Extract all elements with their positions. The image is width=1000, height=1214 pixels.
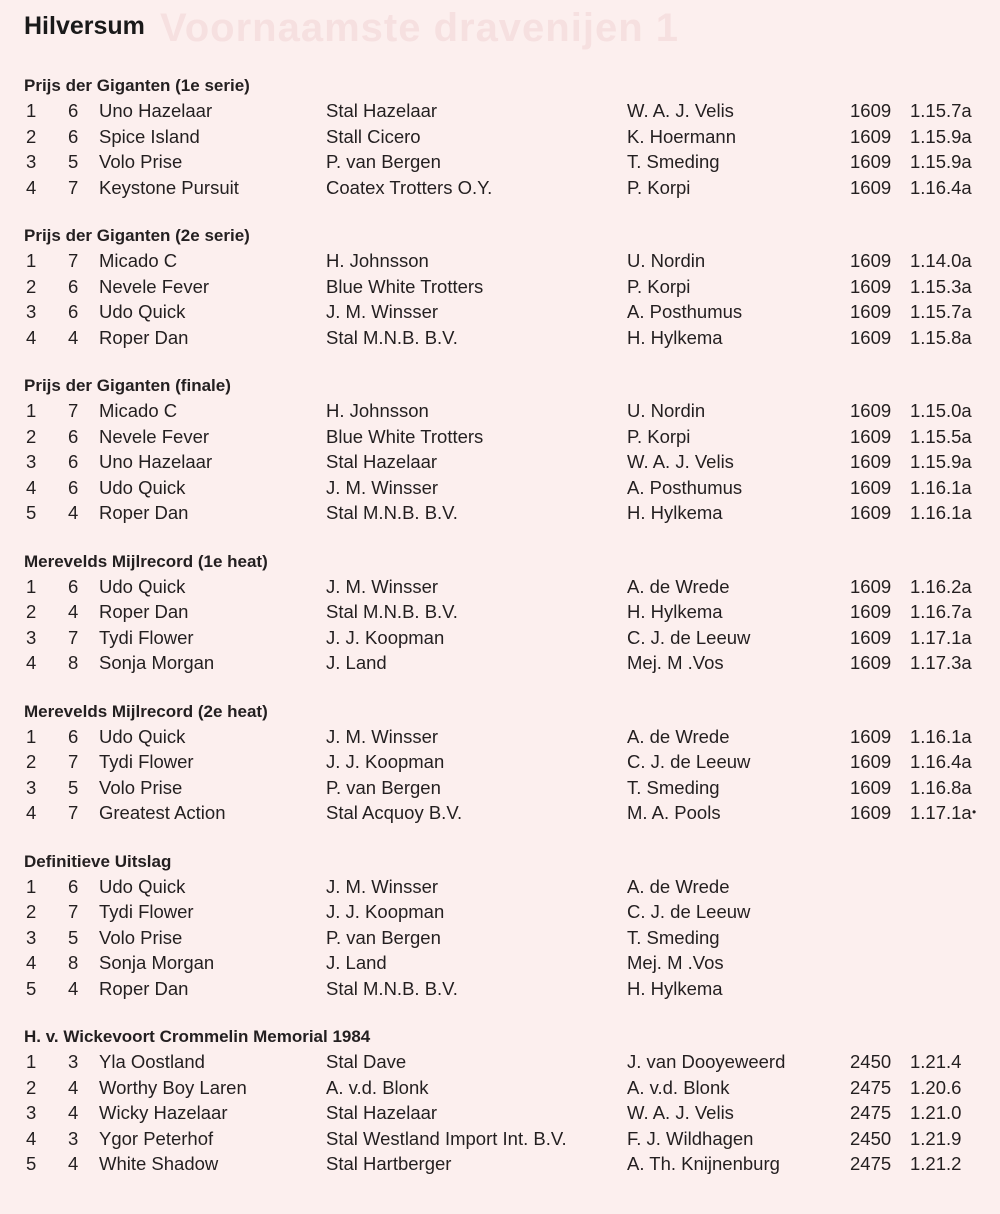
kilometer-time: 1.15.3a — [910, 275, 972, 297]
page-title: Hilversum — [24, 12, 145, 40]
finish-position: 1 — [26, 725, 37, 747]
race-distance: 1609 — [850, 326, 892, 348]
start-number: 4 — [68, 601, 79, 622]
start-number: 6 — [68, 575, 79, 597]
start-number: 8 — [68, 652, 79, 673]
start-number: 5 — [68, 926, 79, 948]
finish-position: 2 — [26, 425, 37, 447]
kilometer-time: 1.14.0a — [910, 250, 972, 271]
finish-position: 2 — [26, 1076, 37, 1098]
owner-name: Blue White Trotters — [326, 425, 484, 447]
start-number: 3 — [68, 1051, 79, 1072]
race-distance: 1609 — [850, 275, 892, 297]
kilometer-time: 1.16.4a — [910, 176, 972, 198]
result-row — [24, 749, 984, 775]
driver-name: P. Korpi — [627, 275, 691, 297]
finish-position: 4 — [26, 802, 37, 823]
race-section — [24, 374, 984, 526]
owner-name: Stal M.N.B. B.V. — [326, 326, 458, 348]
race-distance: 1609 — [850, 751, 892, 772]
race-distance: 1609 — [850, 626, 892, 648]
owner-name: J. J. Koopman — [326, 751, 445, 772]
finish-position: 5 — [26, 977, 37, 999]
owner-name: P. van Bergen — [326, 776, 441, 798]
horse-name: Nevele Fever — [99, 275, 210, 297]
result-row — [24, 500, 984, 526]
race-section — [24, 700, 984, 826]
finish-position: 3 — [26, 926, 37, 948]
result-row — [24, 149, 984, 175]
driver-name: M. A. Pools — [627, 802, 721, 823]
result-row — [24, 274, 984, 300]
horse-name: Ygor Peterhof — [99, 1127, 214, 1149]
result-row — [24, 650, 984, 676]
owner-name: Stal Westland Import Int. B.V. — [326, 1127, 567, 1149]
race-distance: 1609 — [850, 652, 892, 673]
result-row — [24, 1151, 984, 1177]
horse-name: Micado C — [99, 250, 178, 271]
race-distance: 2450 — [850, 1127, 892, 1149]
horse-name: White Shadow — [99, 1153, 219, 1174]
race-distance: 1609 — [850, 476, 892, 498]
result-row — [24, 175, 984, 201]
driver-name: P. Korpi — [627, 176, 691, 198]
start-number: 6 — [68, 125, 79, 147]
driver-name: C. J. de Leeuw — [627, 626, 751, 648]
driver-name: C. J. de Leeuw — [627, 901, 751, 922]
start-number: 7 — [68, 802, 79, 823]
race-heading: Definitieve Uitslag — [24, 851, 172, 871]
start-number: 5 — [68, 776, 79, 798]
horse-name: Udo Quick — [99, 476, 186, 498]
owner-name: J. M. Winsser — [326, 725, 439, 747]
race-distance: 1609 — [850, 301, 892, 322]
start-number: 7 — [68, 250, 79, 271]
result-row — [24, 775, 984, 801]
race-distance: 1609 — [850, 125, 892, 147]
kilometer-time: 1.15.9a — [910, 125, 972, 147]
horse-name: Tydi Flower — [99, 626, 194, 648]
finish-position: 1 — [26, 575, 37, 597]
result-row — [24, 475, 984, 501]
driver-name: K. Hoermann — [627, 125, 736, 147]
race-distance: 1609 — [850, 100, 892, 121]
owner-name: J. M. Winsser — [326, 575, 439, 597]
start-number: 4 — [68, 1102, 79, 1123]
owner-name: H. Johnsson — [326, 400, 429, 421]
horse-name: Udo Quick — [99, 575, 186, 597]
race-results — [24, 74, 984, 1201]
result-row — [24, 724, 984, 750]
kilometer-time: 1.17.1a — [910, 802, 972, 823]
start-number: 6 — [68, 100, 79, 121]
race-distance: 2450 — [850, 1051, 892, 1072]
finish-position: 1 — [26, 100, 37, 121]
result-row — [24, 1100, 984, 1126]
race-distance: 1609 — [850, 725, 892, 747]
horse-name: Yla Oostland — [99, 1051, 205, 1072]
kilometer-time: 1.15.7a — [910, 301, 972, 322]
race-distance: 1609 — [850, 575, 892, 597]
start-number: 5 — [68, 151, 79, 172]
finish-position: 3 — [26, 1102, 37, 1123]
owner-name: Coatex Trotters O.Y. — [326, 176, 493, 198]
finish-position: 5 — [26, 1153, 37, 1174]
start-number: 7 — [68, 626, 79, 648]
driver-name: A. Posthumus — [627, 301, 743, 322]
horse-name: Spice Island — [99, 125, 200, 147]
horse-name: Keystone Pursuit — [99, 176, 239, 198]
race-heading: Prijs der Giganten (finale) — [24, 376, 231, 395]
race-distance: 1609 — [850, 400, 892, 421]
finish-position: 4 — [26, 1127, 37, 1149]
driver-name: T. Smeding — [627, 151, 720, 172]
kilometer-time: 1.16.2a — [910, 575, 972, 597]
kilometer-time: 1.15.5a — [910, 425, 972, 447]
kilometer-time: 1.15.9a — [910, 151, 972, 172]
horse-name: Roper Dan — [99, 601, 189, 622]
horse-name: Udo Quick — [99, 875, 186, 897]
result-row — [24, 1075, 984, 1101]
start-number: 6 — [68, 875, 79, 897]
race-section — [24, 550, 984, 676]
kilometer-time: 1.15.9a — [910, 451, 972, 472]
horse-name: Roper Dan — [99, 977, 189, 999]
finish-position: 2 — [26, 125, 37, 147]
start-number: 6 — [68, 425, 79, 447]
owner-name: Stall Cicero — [326, 125, 421, 147]
kilometer-time: 1.21.2 — [910, 1153, 962, 1174]
result-row — [24, 299, 984, 325]
owner-name: Stal M.N.B. B.V. — [326, 977, 458, 999]
start-number: 6 — [68, 301, 79, 322]
start-number: 4 — [68, 1076, 79, 1098]
start-number: 4 — [68, 1153, 79, 1174]
driver-name: W. A. J. Velis — [627, 1102, 734, 1123]
kilometer-time: 1.16.8a — [910, 776, 972, 798]
owner-name: Stal Hazelaar — [326, 451, 438, 472]
driver-name: A. Th. Knijnenburg — [627, 1153, 780, 1174]
race-distance: 1609 — [850, 176, 892, 198]
result-row — [24, 925, 984, 951]
start-number: 6 — [68, 476, 79, 498]
finish-position: 5 — [26, 502, 37, 523]
race-distance: 1609 — [850, 802, 892, 823]
finish-position: 2 — [26, 901, 37, 922]
horse-name: Greatest Action — [99, 802, 226, 823]
driver-name: J. van Dooyeweerd — [627, 1051, 786, 1072]
kilometer-time: 1.21.0 — [910, 1102, 962, 1123]
owner-name: J. Land — [326, 652, 387, 673]
horse-name: Tydi Flower — [99, 751, 194, 772]
finish-position: 3 — [26, 626, 37, 648]
background-title: Voornaamste dravenijen 1 — [160, 6, 679, 50]
horse-name: Roper Dan — [99, 326, 189, 348]
driver-name: A. v.d. Blonk — [627, 1076, 730, 1098]
race-section — [24, 224, 984, 350]
result-row — [24, 574, 984, 600]
horse-name: Micado C — [99, 400, 178, 421]
kilometer-time: 1.16.1a — [910, 476, 972, 498]
owner-name: Stal Dave — [326, 1051, 407, 1072]
finish-position: 3 — [26, 151, 37, 172]
race-distance: 1609 — [850, 425, 892, 447]
finish-position: 3 — [26, 301, 37, 322]
driver-name: U. Nordin — [627, 400, 706, 421]
horse-name: Worthy Boy Laren — [99, 1076, 247, 1098]
driver-name: W. A. J. Velis — [627, 451, 734, 472]
driver-name: Mej. M .Vos — [627, 652, 724, 673]
driver-name: W. A. J. Velis — [627, 100, 734, 121]
start-number: 7 — [68, 901, 79, 922]
driver-name: H. Hylkema — [627, 326, 723, 348]
driver-name: A. Posthumus — [627, 476, 743, 498]
result-row — [24, 124, 984, 150]
result-row — [24, 398, 984, 424]
driver-name: U. Nordin — [627, 250, 706, 271]
start-number: 3 — [68, 1127, 79, 1149]
start-number: 8 — [68, 952, 79, 973]
result-row — [24, 325, 984, 351]
horse-name: Volo Prise — [99, 151, 183, 172]
driver-name: H. Hylkema — [627, 601, 723, 622]
owner-name: J. M. Winsser — [326, 875, 439, 897]
race-heading: Merevelds Mijlrecord (1e heat) — [24, 551, 268, 571]
driver-name: Mej. M .Vos — [627, 952, 724, 973]
horse-name: Sonja Morgan — [99, 952, 215, 973]
start-number: 7 — [68, 176, 79, 198]
owner-name: P. van Bergen — [326, 151, 441, 172]
race-distance: 1609 — [850, 451, 892, 472]
result-row — [24, 800, 984, 826]
race-heading: Prijs der Giganten (1e serie) — [24, 76, 250, 95]
horse-name: Tydi Flower — [99, 901, 194, 922]
race-distance: 1609 — [850, 250, 892, 271]
finish-position: 4 — [26, 652, 37, 673]
kilometer-time: 1.21.9 — [910, 1127, 962, 1149]
finish-position: 1 — [26, 400, 37, 421]
result-row — [24, 449, 984, 475]
finish-position: 1 — [26, 875, 37, 897]
horse-name: Volo Prise — [99, 776, 183, 798]
race-distance: 2475 — [850, 1153, 892, 1174]
result-row — [24, 248, 984, 274]
finish-position: 1 — [26, 250, 37, 271]
kilometer-time: 1.21.4 — [910, 1051, 962, 1072]
race-distance: 1609 — [850, 151, 892, 172]
owner-name: Stal M.N.B. B.V. — [326, 601, 458, 622]
finish-position: 2 — [26, 601, 37, 622]
result-row — [24, 1126, 984, 1152]
finish-position: 3 — [26, 451, 37, 472]
result-row — [24, 1049, 984, 1075]
start-number: 6 — [68, 451, 79, 472]
horse-name: Nevele Fever — [99, 425, 210, 447]
start-number: 6 — [68, 725, 79, 747]
result-row — [24, 98, 984, 124]
race-distance: 1609 — [850, 502, 892, 523]
result-row — [24, 874, 984, 900]
driver-name: T. Smeding — [627, 926, 720, 948]
finish-position: 2 — [26, 751, 37, 772]
start-number: 4 — [68, 326, 79, 348]
owner-name: Blue White Trotters — [326, 275, 484, 297]
kilometer-time: 1.17.3a — [910, 652, 972, 673]
driver-name: A. de Wrede — [627, 575, 730, 597]
start-number: 4 — [68, 502, 79, 523]
owner-name: P. van Bergen — [326, 926, 441, 948]
owner-name: J. M. Winsser — [326, 476, 439, 498]
owner-name: J. M. Winsser — [326, 301, 439, 322]
horse-name: Udo Quick — [99, 301, 186, 322]
start-number: 7 — [68, 751, 79, 772]
result-row — [24, 599, 984, 625]
race-section — [24, 1025, 984, 1177]
owner-name: J. Land — [326, 952, 387, 973]
result-row — [24, 625, 984, 651]
horse-name: Uno Hazelaar — [99, 100, 213, 121]
start-number: 4 — [68, 977, 79, 999]
finish-position: 4 — [26, 326, 37, 348]
kilometer-time: 1.16.1a — [910, 725, 972, 747]
driver-name: T. Smeding — [627, 776, 720, 798]
start-number: 7 — [68, 400, 79, 421]
finish-position: 4 — [26, 476, 37, 498]
owner-name: Stal Hazelaar — [326, 1102, 438, 1123]
driver-name: H. Hylkema — [627, 502, 723, 523]
kilometer-time: 1.15.7a — [910, 100, 972, 121]
race-distance: 1609 — [850, 776, 892, 798]
horse-name: Volo Prise — [99, 926, 183, 948]
horse-name: Sonja Morgan — [99, 652, 215, 673]
owner-name: J. J. Koopman — [326, 901, 445, 922]
owner-name: Stal Acquoy B.V. — [326, 802, 463, 823]
driver-name: F. J. Wildhagen — [627, 1127, 754, 1149]
driver-name: A. de Wrede — [627, 725, 730, 747]
owner-name: Stal Hazelaar — [326, 100, 438, 121]
race-heading: H. v. Wickevoort Crommelin Memorial 1984 — [24, 1027, 371, 1046]
owner-name: J. J. Koopman — [326, 626, 445, 648]
kilometer-time: 1.15.0a — [910, 400, 972, 421]
owner-name: Stal Hartberger — [326, 1153, 452, 1174]
driver-name: P. Korpi — [627, 425, 691, 447]
kilometer-time: 1.16.1a — [910, 502, 972, 523]
race-heading: Prijs der Giganten (2e serie) — [24, 226, 250, 245]
horse-name: Roper Dan — [99, 502, 189, 523]
finish-position: 2 — [26, 275, 37, 297]
horse-name: Udo Quick — [99, 725, 186, 747]
owner-name: H. Johnsson — [326, 250, 429, 271]
kilometer-time: 1.17.1a — [910, 626, 972, 648]
driver-name: C. J. de Leeuw — [627, 751, 751, 772]
horse-name: Uno Hazelaar — [99, 451, 213, 472]
race-distance: 2475 — [850, 1102, 892, 1123]
race-heading: Merevelds Mijlrecord (2e heat) — [24, 701, 268, 721]
annotation-mark: • — [972, 805, 977, 819]
result-row — [24, 950, 984, 976]
start-number: 6 — [68, 275, 79, 297]
owner-name: A. v.d. Blonk — [326, 1076, 429, 1098]
race-section — [24, 850, 984, 1002]
kilometer-time: 1.16.7a — [910, 601, 972, 622]
finish-position: 1 — [26, 1051, 37, 1072]
race-distance: 2475 — [850, 1076, 892, 1098]
result-row — [24, 976, 984, 1002]
race-distance: 1609 — [850, 601, 892, 622]
driver-name: A. de Wrede — [627, 875, 730, 897]
horse-name: Wicky Hazelaar — [99, 1102, 228, 1123]
kilometer-time: 1.20.6 — [910, 1076, 962, 1098]
owner-name: Stal M.N.B. B.V. — [326, 502, 458, 523]
finish-position: 4 — [26, 952, 37, 973]
kilometer-time: 1.16.4a — [910, 751, 972, 772]
result-row — [24, 424, 984, 450]
result-row — [24, 899, 984, 925]
race-section — [24, 74, 984, 200]
driver-name: H. Hylkema — [627, 977, 723, 999]
finish-position: 4 — [26, 176, 37, 198]
kilometer-time: 1.15.8a — [910, 326, 972, 348]
finish-position: 3 — [26, 776, 37, 798]
